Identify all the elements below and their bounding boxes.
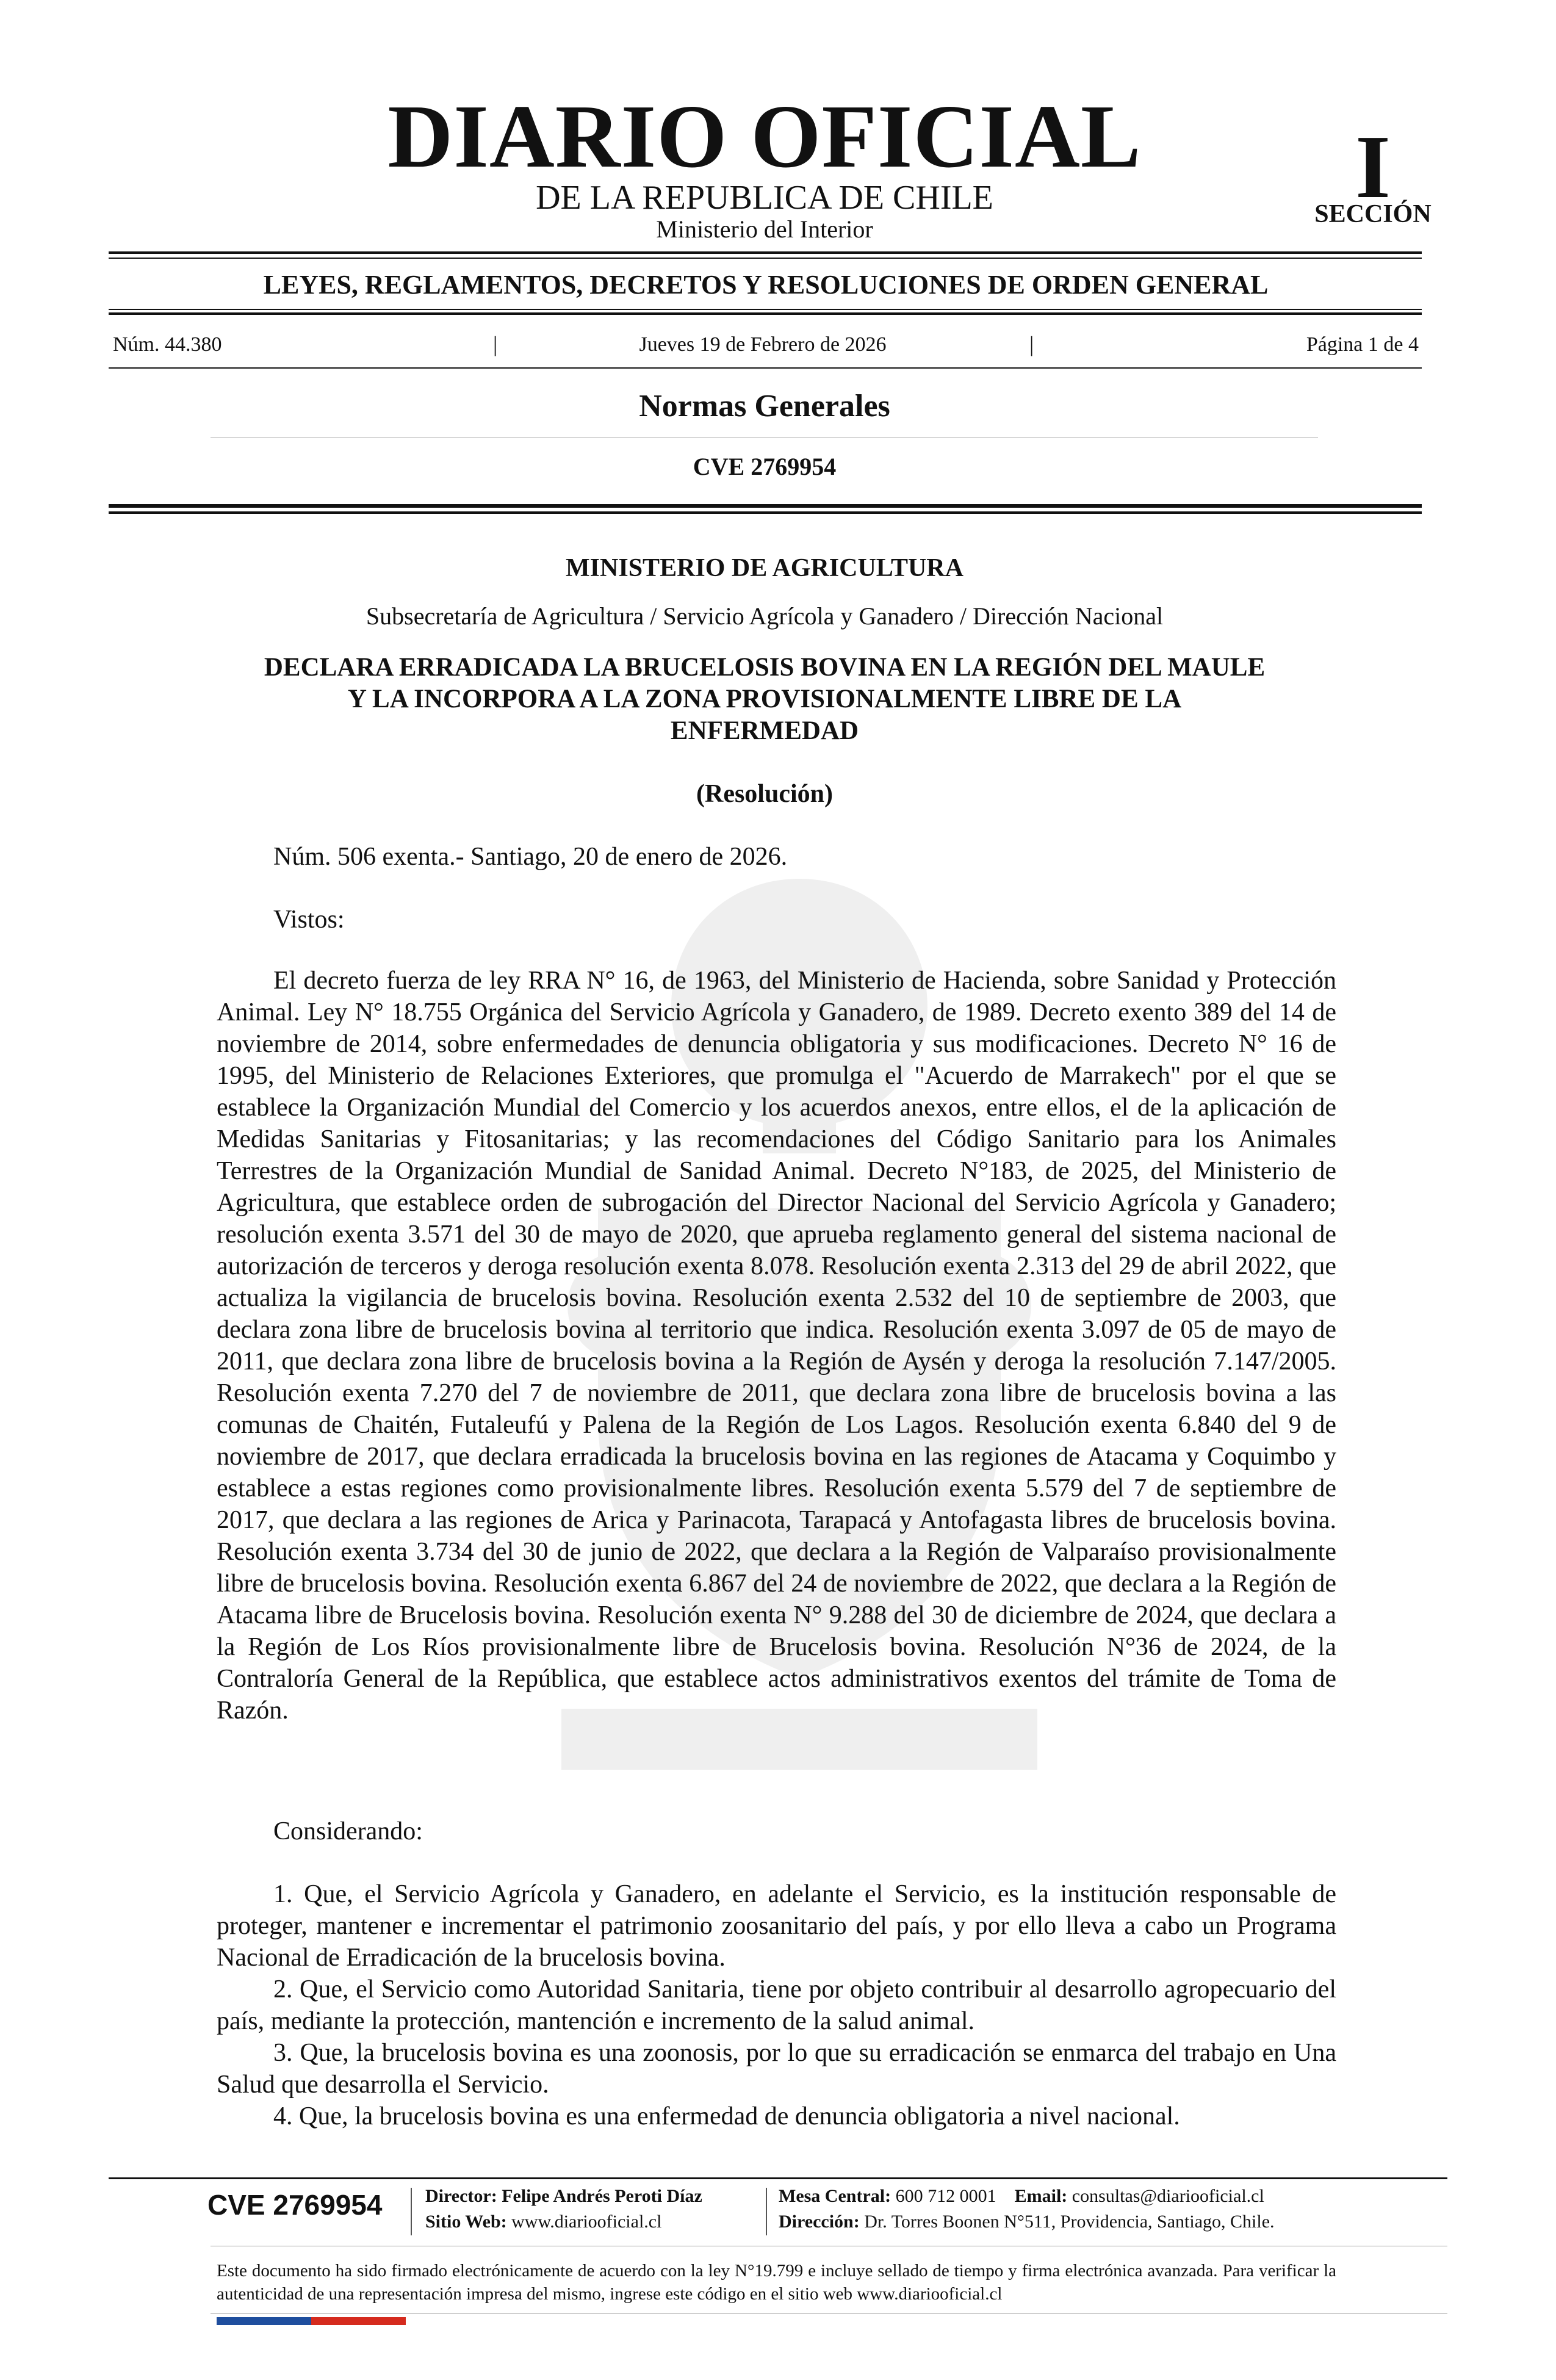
footer-director-block <box>425 2183 702 2235</box>
section-number: I <box>1355 117 1391 217</box>
email-label: Email: <box>1014 2186 1068 2206</box>
considerando-label: Considerando: <box>273 1817 423 1845</box>
flag-stripe-blue <box>217 2317 311 2325</box>
issue-separator: | <box>493 332 498 356</box>
website-link[interactable]: www.diariooficial.cl <box>511 2212 662 2232</box>
subsecretaria-line: Subsecretaría de Agricultura / Servicio Agrícola y Ganadero / Dirección Nacional <box>366 602 1164 630</box>
resolution-number: Núm. 506 exenta.- Santiago, 20 de enero de 2026. <box>273 843 788 871</box>
vistos-paragraph: El decreto fuerza de ley RRA N° 16, de 1963, del Ministerio de Hacienda, sobre Sanidad y Protección Animal. Ley N° 18.755 Orgánica del Servicio Agrícola y Ganadero, de 1989. Decreto exento 389 del 14 de noviembre de 2014, sobre enfermedades de denuncia obligatoria y sus modificaciones. Decreto N° 16 de 1995, del Ministerio de Relaciones Exteriores, que promulga el "Acuerdo de Marrakech" por el que se establece la Organización Mundial del Comercio y los acuerdos anexos, entre ellos, el de la aplicación de Medidas Sanitarias y Fitosanitarias; y las recomendaciones del Código Sanitario para los Animales Terrestres de la Organización Mundial de Sanidad Animal. Decreto N°183, de 2025, del Ministerio de Agricultura, que establece orden de subrogación del Director Nacional del Servicio Agrícola y Ganadero; resolución exenta 3.571 del 30 de mayo de 2020, que aprueba reglamento general del sistema nacional de autorización de terceros y deroga resolución exenta 8.078. Resolución exenta 2.313 del 29 de abril 2022, que actualiza la vigilancia de brucelosis bovina. Resolución exenta 2.532 del 10 de septiembre de 2003, que declara zona libre de brucelosis bovina al territorio que indica. Resolución exenta 3.097 de 05 de mayo de 2011, que declara zona libre de brucelosis bovina a la Región de Aysén y deroga la resolución 7.147/2005. Resolución exenta 7.270 del 7 de noviembre de 2011, que declara zona libre de brucelosis bovina a las comunas de Chaitén, Futaleufú y Palena de la Región de Los Lagos. Resolución exenta 6.840 del 9 de noviembre de 2017, que declara erradicada la brucelosis bovina en las regiones de Atacama y Coquimbo y establece a estas regiones como provisionalmente libres. Resolución exenta 5.579 del 7 de septiembre de 2017, que declara a las regiones de Arica y Parinacota, Tarapacá y Antofagasta libres de brucelosis bovina. Resolución exenta 3.734 del 30 de junio de 2022, que declara a la Región de Valparaíso provisionalmente libre de brucelosis bovina. Resolución exenta 6.867 del 24 de noviembre de 2022, que declara a la Región de Atacama libre de Brucelosis bovina. Resolución exenta N° 9.288 del 30 de diciembre de 2024, que declara a la Región de Los Ríos provisionalmente libre de Brucelosis bovina. Resolución N°36 de 2024, de la Contraloría General de la República, que establece actos administrativos exentos del trámite de Toma de Razón. <box>217 967 1336 1725</box>
section-heading: Normas Generales <box>639 389 890 424</box>
footer-divider <box>411 2188 412 2235</box>
info-rule <box>109 367 1422 369</box>
document-type: (Resolución) <box>696 780 833 808</box>
section-heading-rule <box>211 437 1318 438</box>
website-label: Sitio Web: <box>425 2212 507 2232</box>
resolution-title-line: ENFERMEDAD <box>670 716 859 745</box>
footer-rule-top <box>109 2177 1447 2179</box>
issue-separator: | <box>1029 332 1034 356</box>
category-heading: LEYES, REGLAMENTOS, DECRETOS Y RESOLUCIONES DE ORDEN GENERAL <box>263 270 1269 300</box>
considerando-item: 2. Que, el Servicio como Autoridad Sanitaria, tiene por objeto contribuir al desarrollo agropecuario del país, mediante la protección, mantención e incremento de la salud animal. <box>217 1975 1336 2035</box>
email-link[interactable]: consultas@diariooficial.cl <box>1072 2186 1264 2206</box>
header-double-rule-bottom <box>109 511 1422 514</box>
director-name: Felipe Andrés Peroti Díaz <box>502 2186 702 2206</box>
vistos-label: Vistos: <box>273 906 345 934</box>
category-rule-bottom <box>109 312 1422 315</box>
footer-divider <box>766 2188 767 2235</box>
ministry-heading: MINISTERIO DE AGRICULTURA <box>566 554 963 582</box>
resolution-title <box>201 652 1328 747</box>
cve-code: CVE 2769954 <box>693 453 837 480</box>
ministry-line: Ministerio del Interior <box>656 215 873 243</box>
address-label: Dirección: <box>779 2212 860 2232</box>
issue-number: Núm. 44.380 <box>113 333 222 356</box>
category-rule-top <box>109 309 1422 310</box>
footer-cve-code: CVE 2769954 <box>207 2189 383 2221</box>
newspaper-subtitle: DE LA REPUBLICA DE CHILE <box>536 179 993 217</box>
director-label: Director: <box>425 2186 497 2206</box>
mesa-central-label: Mesa Central: <box>779 2186 891 2206</box>
masthead-rule-bottom <box>109 258 1422 259</box>
considerando-item: 4. Que, la brucelosis bovina es una enfermedad de denuncia obligatoria a nivel nacional. <box>273 2102 1180 2130</box>
considerando-item: 1. Que, el Servicio Agrícola y Ganadero, en adelante el Servicio, es la institución responsable de proteger, mantener e incrementar el patrimonio zoosanitario del país, y por ello lleva a cabo un Programa Nacional de Erradicación de la brucelosis bovina. <box>217 1880 1336 1972</box>
page-indicator: Página 1 de 4 <box>1306 333 1419 356</box>
header-double-rule-top <box>109 504 1422 508</box>
section-label: SECCIÓN <box>1314 200 1432 228</box>
considerando-item: 3. Que, la brucelosis bovina es una zoonosis, por lo que su erradicación se enmarca del trabajo en Una Salud que desarrolla el Servicio. <box>217 2039 1336 2099</box>
flag-stripe-red <box>311 2317 406 2325</box>
footer-contact-block <box>779 2183 1275 2235</box>
newspaper-title: DIARIO OFICIAL <box>387 87 1142 187</box>
address-value: Dr. Torres Boonen N°511, Providencia, Santiago, Chile. <box>864 2212 1275 2232</box>
footer-legal-notice: Este documento ha sido firmado electrónicamente de acuerdo con la ley N°19.799 e incluye sellado de tiempo y firma electrónica avanzada. Para verificar la autenticidad de una representación impresa del mismo, ingrese este código en el sitio web www.diariooficial.cl <box>217 2261 1336 2304</box>
considerando-list <box>217 1878 1336 2132</box>
resolution-title-line: DECLARA ERRADICADA LA BRUCELOSIS BOVINA EN LA REGIÓN DEL MAULE <box>264 653 1266 682</box>
issue-date: Jueves 19 de Febrero de 2026 <box>639 333 887 356</box>
masthead-rule-top <box>109 251 1422 254</box>
mesa-central-phone: 600 712 0001 <box>895 2186 996 2206</box>
resolution-title-line: Y LA INCORPORA A LA ZONA PROVISIONALMENTE LIBRE DE LA <box>347 685 1182 713</box>
